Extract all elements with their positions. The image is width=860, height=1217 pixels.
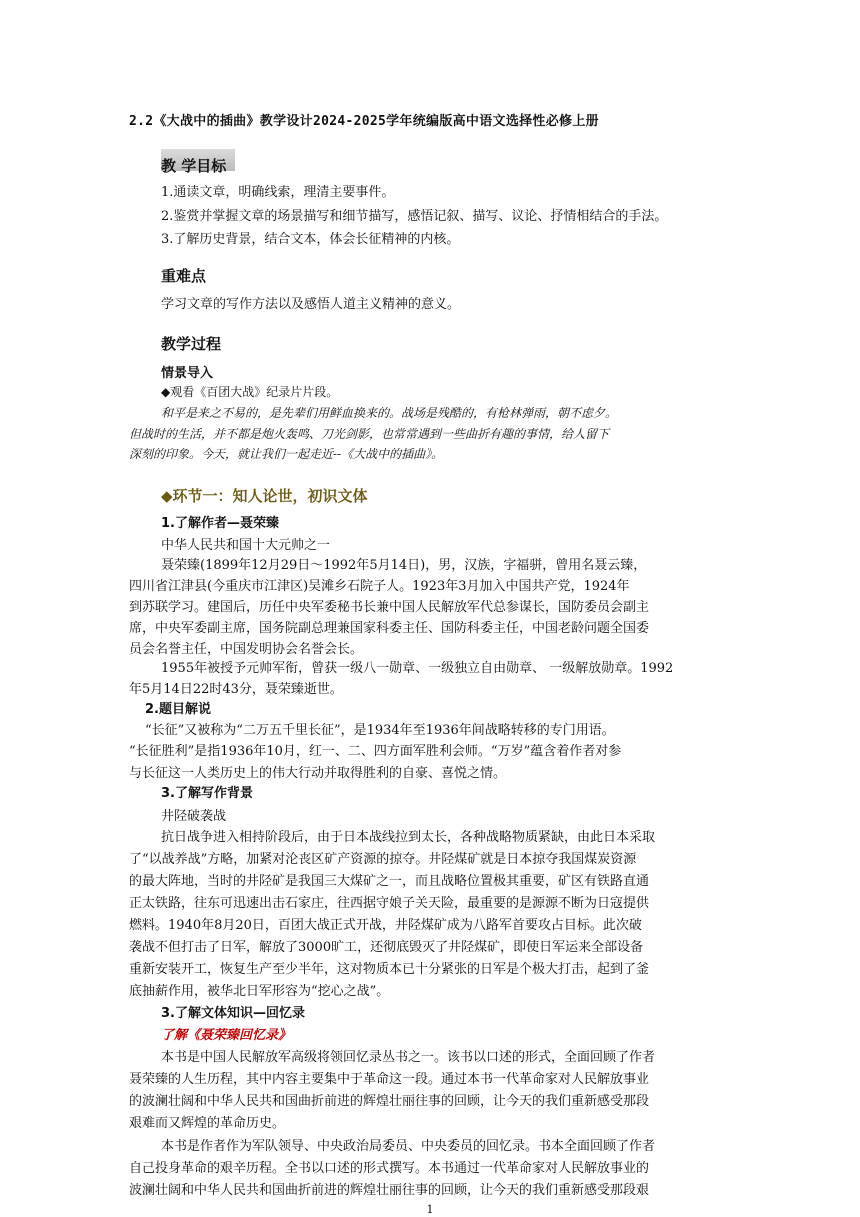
background-line: 的最大阵地，当时的井陉矿是我国三大煤矿之一，而且战略位置极其重要，矿区有铁路直通	[129, 874, 650, 889]
key-heading: 重难点	[161, 267, 207, 285]
intro-line: ◆观看《百团大战》纪录片片段。	[161, 385, 339, 399]
section1-heading: ◆环节一：知人论世，初识文体	[161, 487, 368, 505]
page-number: 1	[426, 1203, 434, 1216]
goal-item: 1.通读文章，明确线索，理清主要事件。	[161, 185, 395, 200]
genre-line: 自己投身革命的艰辛历程。全书以口述的形式撰写。本书通过一代革命家对人民解放事业的	[129, 1161, 650, 1176]
key-text: 学习文章的写作方法以及感悟人道主义精神的意义。	[161, 297, 461, 312]
author-heading: 1.了解作者—聂荣臻	[161, 516, 279, 531]
background-subtitle: 井陉破袭战	[161, 809, 227, 824]
genre-heading: 3.了解文体知识—回忆录	[161, 1006, 305, 1021]
intro-line: 但战时的生活，并不都是炮火轰鸣、刀光剑影，也常常遇到一些曲折有趣的事情，给人留下	[129, 427, 610, 441]
author-line: 到苏联学习。建国后，历任中央军委秘书长兼中国人民解放军代总参谋长，国防委员会副主	[129, 600, 650, 615]
author-line: 聂荣臻(1899年12月29日～1992年5月14日)，男，汉族，字福骈，曾用名聂云臻，	[161, 558, 647, 573]
title-line: “长征”又被称为“二万五千里长征”，是1934年至1936年间战略转移的专门用语。	[145, 723, 615, 738]
author-subtitle: 中华人民共和国十大元帅之一	[161, 538, 331, 553]
genre-line: 的波澜壮阔和中华人民共和国曲折前进的辉煌壮丽往事的回顾，让今天的我们重新感受那段	[129, 1094, 650, 1109]
author-line: 年5月14日22时43分，聂荣臻逝世。	[129, 682, 343, 697]
intro-line: 和平是来之不易的，是先辈们用鲜血换来的。战场是残酷的，有枪林弹雨，朝不虑夕。	[161, 406, 618, 420]
goal-item: 2.鉴赏并掌握文章的场景描写和细节描写，感悟记叙、描写、议论、抒情相结合的手法。	[161, 209, 668, 224]
author-line: 席，中央军委副主席，国务院副总理兼国家科委主任、国防科委主任，中国老龄问题全国委	[129, 621, 650, 636]
author-line: 1955年被授予元帅军衔，曾获一级八一勋章、一级独立自由勋章、 一级解放勋章。1992	[161, 661, 674, 676]
background-line: 燃料。1940年8月20日，百团大战正式开战，井陉煤矿成为八路军首要攻占目标。此次破	[129, 918, 642, 933]
background-heading: 3.了解写作背景	[161, 786, 253, 801]
title-heading: 2.题目解说	[145, 702, 211, 717]
background-line: 底抽薪作用，被华北日军形容为“挖心之战”。	[129, 984, 390, 999]
author-line: 四川省江津县(今重庆市江津区)吴滩乡石院子人。1923年3月加入中国共产党，1924年	[129, 579, 630, 594]
goals-heading: 教 学目标	[161, 157, 227, 175]
document-title: 2.2《大战中的插曲》教学设计2024-2025学年统编版高中语文选择性必修上册	[129, 114, 599, 129]
goal-item: 3.了解历史背景，结合文本，体会长征精神的内核。	[161, 232, 460, 247]
author-line: 员会名誉主任，中国发明协会名誉会长。	[129, 642, 364, 657]
background-line: 了“以战养战”方略，加紧对沦丧区矿产资源的掠夺。井陉煤矿就是日本掠夺我国煤炭资源	[129, 852, 637, 867]
genre-line: 聂荣臻的人生历程，其中内容主要集中于革命这一段。通过本书一代革命家对人民解放事业	[129, 1072, 650, 1087]
genre-line: 本书是作者作为军队领导、中央政治局委员、中央委员的回忆录。书本全面回顾了作者	[161, 1139, 656, 1154]
process-heading: 教学过程	[161, 335, 222, 353]
title-line: “长征胜利”是指1936年10月，红一、二、四方面军胜利会师。“万岁”蕴含着作者对参	[129, 744, 622, 759]
background-line: 袭战不但打击了日军，解放了3000旷工，还彻底毁灭了井陉煤矿，即使日军运来全部设备	[129, 940, 644, 955]
title-line: 与长征这一人类历史上的伟大行动并取得胜利的自豪、喜悦之情。	[129, 766, 507, 781]
genre-subtitle: 了解《聂荣臻回忆录》	[161, 1028, 292, 1043]
intro-heading: 情景导入	[161, 366, 214, 381]
intro-line: 深刻的印象。今天，就让我们一起走近--《大战中的插曲》。	[129, 447, 444, 461]
background-line: 重新安装开工，恢复生产至少半年，这对物质本已十分紧张的日军是个极大打击，起到了釜	[129, 962, 650, 977]
background-line: 正太铁路，往东可迅速出击石家庄，往西据守娘子关天险，最重要的是源源不断为日寇提供	[129, 896, 650, 911]
genre-line: 本书是中国人民解放军高级将领回忆录丛书之一。该书以口述的形式，全面回顾了作者	[161, 1050, 656, 1065]
genre-line: 波澜壮阔和中华人民共和国曲折前进的辉煌壮丽往事的回顾，让今天的我们重新感受那段艰	[129, 1183, 650, 1198]
genre-line: 艰难而又辉煌的革命历史。	[129, 1116, 286, 1131]
background-line: 抗日战争进入相持阶段后，由于日本战线拉到太长，各种战略物质紧缺，由此日本采取	[161, 830, 656, 845]
